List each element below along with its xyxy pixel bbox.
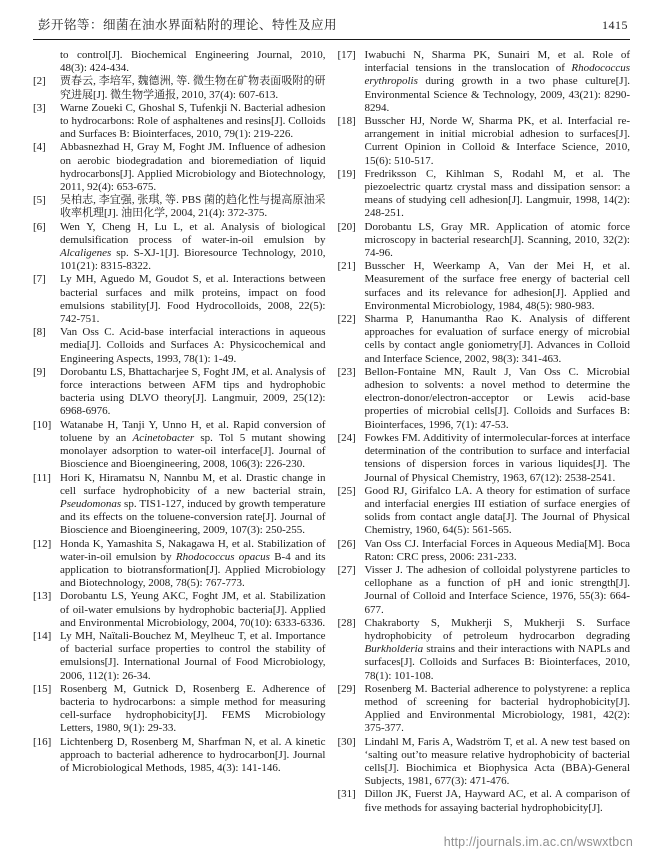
- reference-text: Busscher HJ, Norde W, Sharma PK, et al. Interfacial re-arrangement in initial microbial adhesion to surfaces[J]. Current Opinion in Colloid & Interface Science, 2010, 15(6): 510-517.: [364, 115, 630, 167]
- reference-number: [14]: [33, 629, 52, 642]
- reference-item: [33, 472, 326, 538]
- reference-text: Rosenberg M. Bacterial adherence to polystyrene: a replica method of screening for bacterial hydrophobicity[J]. Applied and Environmental Microbiology, 1981, 42(2): 375-377.: [364, 682, 630, 735]
- reference-number: [20]: [337, 220, 356, 233]
- reference-number: [7]: [33, 273, 46, 286]
- reference-text: Honda K, Yamashita S, Nakagawa H, et al. Stabilization of water-in-oil emulsion by Rhodococcus opacus B-4 and its application to biotransformation[J]. Applied Microbiology and Biotechnology, 2008, 78(5): 767-773.: [60, 537, 326, 590]
- reference-item: [33, 683, 326, 736]
- reference-text: Lichtenberg D, Rosenberg M, Sharfman N, et al. A kinetic approach to bacterial adherence to hydrocarbon[J]. Journal of Microbiological Methods, 1985, 4(3): 141-146.: [60, 735, 326, 774]
- reference-text: Visser J. The adhesion of colloidal polystyrene particles to cellophane as a function of pH and ionic strength[J]. Journal of Colloid and Interface Science, 1976, 55(3): 664-677.: [364, 563, 630, 616]
- reference-item: [33, 326, 326, 366]
- references-column-left: [33, 49, 326, 815]
- reference-number: [2]: [33, 75, 46, 88]
- reference-number: [17]: [337, 49, 356, 61]
- reference-item: [33, 49, 326, 75]
- reference-text: Lindahl M, Faris A, Wadström T, et al. A new test based on ‘salting out’to measure relative hydrophobicity of bacterial cells[J]. Biochimica et Biophysica Acta (BBA)-General Subjects, 1981, 677(3): 471-476.: [364, 735, 630, 788]
- header-rule: [33, 39, 630, 40]
- reference-text: to control[J]. Biochemical Engineering Journal, 2010, 48(3): 424-434.: [60, 49, 326, 75]
- reference-item: [33, 102, 326, 142]
- reference-item: [338, 168, 631, 221]
- reference-text: Chakraborty S, Mukherji S, Mukherji S. Surface hydrophobicity of petroleum hydrocarbon degrading Burkholderia strains and their interactions with NAPLs and surfaces[J]. Colloids and Surfaces B: Biointerfaces, 2010, 78(1): 101-108.: [364, 616, 630, 682]
- page-header: [33, 15, 630, 33]
- reference-item: [33, 630, 326, 683]
- reference-item: [33, 538, 326, 591]
- reference-text: Van Oss C. Acid-base interfacial interactions in aqueous media[J]. Colloids and Surfaces A: Physicochemical and Engineering Aspects, 1993, 78(1): 1-49.: [60, 326, 326, 365]
- reference-number: [22]: [337, 313, 356, 326]
- reference-text: Hori K, Hiramatsu N, Nannbu M, et al. Drastic change in cell surface hydrophobicity of a new bacterial strain, Pseudomonas sp. TIS1-127, induced by growth temperature and its effects on the toluene-conversion rate[J]. Journal of Bioscience and Bioengineering, 2009, 107(3): 250-255.: [60, 471, 326, 537]
- reference-item: [338, 260, 631, 313]
- reference-text: Ly MH, Aguedo M, Goudot S, et al. Interactions between bacterial surfaces and milk proteins, impact on food emulsions stability[J]. Food Hydrocolloids, 2008, 22(5): 742-751.: [60, 273, 326, 326]
- reference-text: Van Oss CJ. Interfacial Forces in Aqueous Media[M]. Boca Raton: CRC press, 2006: 231-233.: [364, 537, 630, 563]
- reference-text: Ly MH, Naïtali-Bouchez M, Meylheuc T, et al. Importance of bacterial surface properties to control the stability of emulsions[J]. International Journal of Food Microbiology, 2006, 112(1): 26-34.: [60, 629, 326, 682]
- reference-number: [19]: [337, 167, 356, 180]
- reference-text: Fowkes FM. Additivity of intermolecular-forces at interface determination of the contribution to surface and interfacial tensions of dispersion forces in various liquides[J]. The Journal of Physical Chemistry, 1963, 67(12): 2538-2541.: [364, 431, 630, 484]
- reference-number: [10]: [33, 418, 52, 431]
- reference-item: [338, 49, 631, 115]
- reference-text: Good RJ, Girifalco LA. A theory for estimation of surface and interfacial energies III estiation of surface energies of solids from contact angle data[J]. The Journal of Physical Chemistry, 1960, 64(5): 561-565.: [364, 484, 630, 537]
- reference-text: Fredriksson C, Kihlman S, Rodahl M, et al. The piezoelectric quartz crystal mass and dissipation sensor: a means of studying cell adhesion[J]. Langmuir, 1998, 14(2): 248-251.: [364, 167, 630, 220]
- reference-item: [33, 419, 326, 472]
- reference-item: [338, 221, 631, 261]
- reference-text: Wen Y, Cheng H, Lu L, et al. Analysis of biological demulsification process of water-in-oil emulsion by Alcaligenes sp. S-XJ-1[J]. Bioresource Technology, 2010, 101(21): 8315-8322.: [60, 220, 326, 273]
- reference-number: [27]: [337, 563, 356, 576]
- page-number: 1415: [602, 18, 628, 32]
- reference-number: [24]: [337, 431, 356, 444]
- reference-text: Busscher H, Weerkamp A, Van der Mei H, et al. Measurement of the surface free energy of bacterial cell surfaces and its relevance for adhesion[J]. Applied and Environmental Microbiology, 1984, 48(5): 980-983.: [364, 260, 630, 312]
- reference-text: Dorobantu LS, Yeung AKC, Foght JM, et al. Stabilization of oil-water emulsions by hydrophobic bacteria[J]. Applied and Environmental Microbiology, 2004, 70(10): 6333-6336.: [60, 590, 326, 629]
- reference-text: 贾春云, 李培军, 魏德洲, 等. 微生物在矿物表面吸附的研究进展[J]. 微生物学通报, 2010, 37(4): 607-613.: [60, 75, 326, 101]
- reference-item: [33, 221, 326, 274]
- reference-item: [33, 590, 326, 630]
- reference-number: [18]: [337, 115, 356, 128]
- reference-item: [338, 788, 631, 814]
- reference-number: [30]: [337, 735, 356, 748]
- reference-number: [25]: [337, 484, 356, 497]
- reference-text: Iwabuchi N, Sharma PK, Sunairi M, et al. Role of interfacial tensions in the translocation of Rhodococcus erythropolis during growth in a two phase culture[J]. Environmental Science & Technology, 2009, 43(21): 8290-8294.: [364, 49, 630, 114]
- reference-item: [33, 141, 326, 194]
- reference-number: [28]: [337, 616, 356, 629]
- reference-number: [5]: [33, 194, 46, 207]
- reference-text: Bellon-Fontaine MN, Rault J, Van Oss C. Microbial adhesion to solvents: a novel method to determine the electron-donor/electron-acceptor or Lewis acid-base properties of microbial cells[J]. Colloids and Surfaces B: Biointerfaces, 1996, 7(1): 47-53.: [364, 365, 630, 431]
- reference-text: Dorobantu LS, Gray MR. Application of atomic force microscopy in bacterial research[J]. Scanning, 2010, 32(2): 74-96.: [364, 220, 630, 260]
- reference-number: [31]: [337, 788, 356, 801]
- reference-item: [33, 366, 326, 419]
- reference-item: [33, 736, 326, 776]
- reference-item: [338, 683, 631, 736]
- reference-item: [33, 194, 326, 220]
- reference-item: [338, 485, 631, 538]
- reference-number: [15]: [33, 682, 52, 695]
- reference-number: [6]: [33, 220, 46, 233]
- reference-number: [4]: [33, 141, 46, 154]
- reference-number: [16]: [33, 735, 52, 748]
- reference-number: [12]: [33, 537, 52, 550]
- reference-text: Sharma P, Hanumantha Rao K. Analysis of different approaches for evaluation of surface energy of microbial cells by contact angle goniometry[J]. Advances in Colloid and Interface Science, 2002, 98(3): 341-463.: [364, 313, 630, 365]
- reference-text: Dillon JK, Fuerst JA, Hayward AC, et al. A comparison of five methods for assaying bacterial hydrophobicity[J].: [364, 788, 630, 814]
- reference-item: [338, 617, 631, 683]
- reference-item: [338, 736, 631, 789]
- journal-url: http://journals.im.ac.cn/wswxtbcn: [443, 835, 633, 849]
- reference-item: [338, 115, 631, 168]
- reference-number: [3]: [33, 101, 46, 114]
- reference-number: [26]: [337, 537, 356, 550]
- reference-text: 吴柏志, 李宜强, 张琪, 等. PBS 菌的趋化性与提高原油采收率机理[J]. 油田化学, 2004, 21(4): 372-375.: [60, 194, 326, 220]
- reference-item: [338, 432, 631, 485]
- reference-number: [23]: [337, 365, 356, 378]
- reference-text: Abbasnezhad H, Gray M, Foght JM. Influence of adhesion on aerobic biodegradation and bioremediation of liquid hydrocarbons[J]. Applied Microbiology and Biotechnology, 2011, 92(4): 653-675.: [60, 141, 326, 194]
- reference-number: [29]: [337, 682, 356, 695]
- reference-item: [33, 75, 326, 101]
- reference-item: [338, 538, 631, 564]
- reference-number: [11]: [33, 471, 51, 484]
- reference-text: Warne Zoueki C, Ghoshal S, Tufenkji N. Bacterial adhesion to hydrocarbons: Role of asphaltenes and resins[J]. Colloids and Surfaces B: Biointerfaces, 2010, 79(1): 219-226.: [60, 101, 326, 141]
- reference-item: [338, 366, 631, 432]
- reference-item: [338, 313, 631, 366]
- running-head-title: 彭开铭等：细菌在油水界面粘附的理论、特性及应用: [38, 18, 338, 32]
- reference-item: [33, 273, 326, 326]
- reference-text: Rosenberg M, Gutnick D, Rosenberg E. Adherence of bacteria to hydrocarbons: a simple method for measuring cell-surface hydrophobicity[J]. FEMS Microbiology Letters, 1980, 9(1): 29-33.: [60, 682, 326, 735]
- reference-number: [8]: [33, 326, 46, 339]
- references-column-right: [338, 49, 631, 815]
- references-section: [33, 49, 630, 815]
- reference-number: [9]: [33, 365, 46, 378]
- reference-text: Dorobantu LS, Bhattacharjee S, Foght JM, et al. Analysis of force interactions between AFM tips and hydrophobic bacteria using DLVO theory[J]. Langmuir, 2009, 25(12): 6968-6976.: [60, 365, 326, 418]
- reference-text: Watanabe H, Tanji Y, Unno H, et al. Rapid conversion of toluene by an Acinetobacter sp. Tol 5 mutant showing monolayer adsorption to water-oil interface[J]. Journal of Bioscience and Bioengineering, 2008, 106(3): 226-230.: [60, 418, 326, 471]
- reference-item: [338, 564, 631, 617]
- reference-number: [21]: [337, 260, 356, 273]
- reference-number: [13]: [33, 590, 52, 603]
